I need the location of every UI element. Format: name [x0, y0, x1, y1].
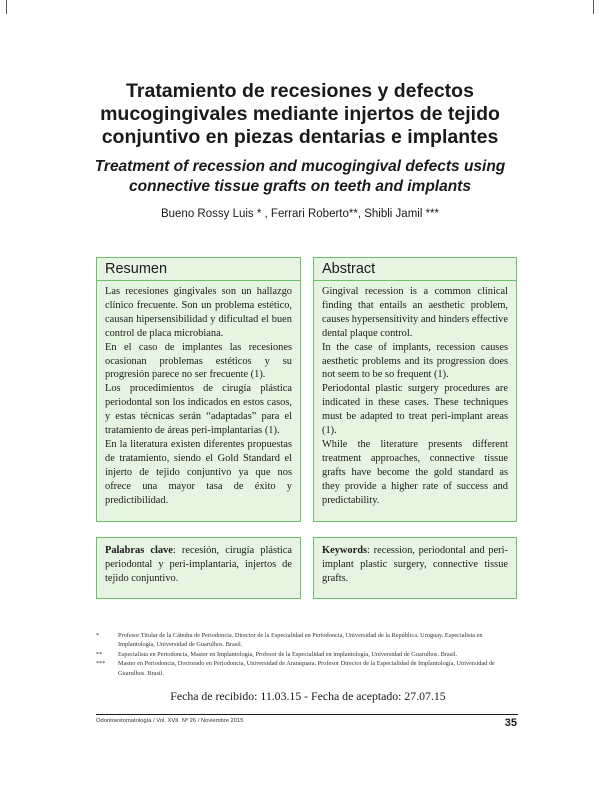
abstract-box — [313, 257, 517, 522]
footnotes — [96, 631, 520, 678]
authors-line: Bueno Rossy Luis * , Ferrari Roberto**, Shibli Jamil *** — [160, 208, 440, 220]
resumen-heading: Resumen — [97, 258, 300, 281]
resumen-body — [97, 281, 300, 508]
resumen-paragraph: Los procedimientos de cirugía plástica periodontal son los indicados en estos casos, y estas técnicas serán “adaptadas” para el tratamiento de áreas peri-implantarias (1). — [105, 383, 292, 437]
footnote — [96, 650, 520, 659]
resumen-paragraph: Las recesiones gingivales son un hallazgo clínico frecuente. Son un problema estético, causan hipersensibilidad y dificultad el buen control de placa microbiana. — [105, 286, 292, 339]
keywords-spanish-text: : recesión, cirugía plástica periodontal y peri-implantaria, injertos de tejido conjuntivo. — [105, 545, 293, 584]
abstract-heading: Abstract — [314, 258, 516, 281]
keywords-english-text: : recession, periodontal and peri-implant plastic surgery, connective tissue grafts. — [322, 545, 508, 584]
keywords-english-label: Keywords — [322, 545, 368, 556]
title-english: Treatment of recession and mucogingival defects using connective tissue grafts on teeth and implants — [94, 158, 506, 195]
footnote-text: Especialista en Periodoncia, Master en Implantología, Profesor de la Especialidad en implantología, Universidad de Guarulhos. Brasil. — [118, 650, 458, 658]
keywords-spanish — [97, 538, 300, 586]
received-accepted-dates: Fecha de recibido: 11.03.15 - Fecha de aceptado: 27.07.15 — [170, 689, 446, 703]
footer-divider — [96, 714, 518, 715]
resumen-box — [96, 257, 301, 522]
footnote-text: Master en Periodoncia, Doctorado en Periodoncia, Universidad de Araraquara. Profesor Director de la Especialidad de Implantología, Universidad de Guarulhos. Brasil. — [118, 660, 495, 677]
title-spanish: Tratamiento de recesiones y defectos mucogingivales mediante injertos de tejido conjuntivo en piezas dentarias e implantes — [100, 80, 500, 148]
footer-journal-citation: Odontoestomatología / Vol. XVII. Nº 26 / Noviembre 2015 — [96, 718, 244, 724]
keywords-english — [314, 538, 516, 586]
footnote-text: Profesor Titular de la Cátedra de Periodoncia. Director de la Especialidad en Periodoncia, Universidad de la República. Uruguay. Especialista en Implantología, Universidad de Guarulhos. Brasil. — [118, 632, 483, 649]
footnote-mark: ** — [96, 650, 103, 658]
page-number: 35 — [504, 717, 517, 729]
abstract-paragraph: While the literature presents different treatment approaches, connective tissue grafts have become the gold standard as they provide a higher rate of success and predictability. — [322, 438, 508, 506]
keywords-spanish-box — [96, 537, 301, 599]
footnote-mark: * — [96, 632, 100, 639]
abstract-paragraph: Periodontal plastic surgery procedures are indicated in these cases. These techniques must be adapted to treat peri-implant areas (1). — [322, 383, 508, 437]
crop-mark-left — [6, 0, 7, 14]
abstract-body — [314, 281, 516, 508]
abstract-paragraph: Gingival recession is a common clinical finding that entails an aesthetic problem, causes hypersensitivity and hinders effective dental plaque control. — [322, 286, 508, 339]
crop-mark-right — [593, 0, 594, 14]
resumen-paragraph: En la literatura existen diferentes propuestas de tratamiento, siendo el Gold Standard el injerto de tejido conjuntivo ya que nos ofrece una mayor tasa de éxito y predictibilidad. — [105, 438, 292, 506]
footnote — [96, 631, 520, 650]
resumen-paragraph: En el caso de implantes las recesiones ocasionan problemas estéticos y su progresión parece no ser frecuente (1). — [105, 341, 292, 381]
keywords-english-box — [313, 537, 517, 599]
footnote-mark: *** — [96, 660, 106, 668]
keywords-spanish-label: Palabras clave — [105, 545, 173, 556]
abstract-paragraph: In the case of implants, recession causes aesthetic problems and its progression does not seem to be so frequent (1). — [322, 341, 508, 381]
footnote — [96, 659, 520, 678]
